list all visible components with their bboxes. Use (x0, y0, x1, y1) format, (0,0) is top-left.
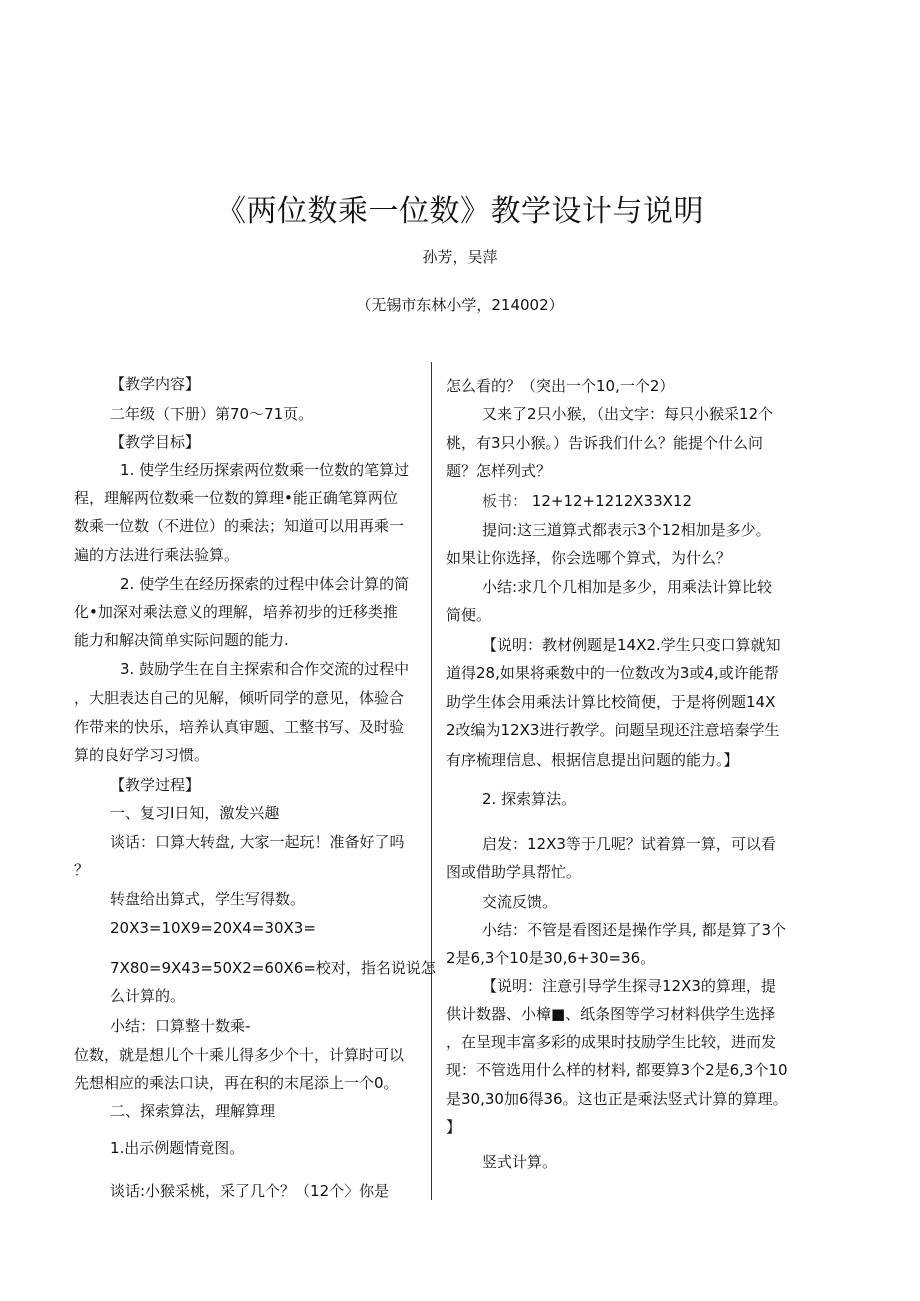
note-line: 【说明：注意引导学生探寻12X3的算理，提 (482, 977, 776, 995)
subsection-heading: 一、复习I日知，激发兴趣 (110, 804, 280, 822)
paragraph-line: 提问:这三道算式都表示3个12相加是多少。 (482, 521, 771, 539)
paragraph-line: 2. 使学生在经历探索的过程中体会计算的简 (120, 575, 410, 593)
paragraph-line: 小结：口算整十数乘- (110, 1017, 251, 1035)
note-line: 现：不管选用什么样的材料, 都要算3个2是6,3个10 (446, 1061, 788, 1079)
equation-text: 7X80=9X43=50X2=60X6= (110, 959, 316, 977)
board-writing-line (482, 491, 692, 511)
subsection-heading: 2. 探索算法。 (482, 790, 577, 808)
paragraph-line: 1.出示例题情竟图。 (110, 1139, 245, 1157)
paragraph-line: 能力和解决简单实际问题的能力. (74, 631, 289, 649)
paragraph-line: 化•加深对乘法意义的理解，培养初步的迁移类推 (74, 603, 398, 621)
paragraph-line: 数乘一位数（不进位）的乘法；知道可以用再乘一 (74, 517, 405, 535)
paragraph-line: 遍的方法进行乘法验算。 (74, 546, 240, 564)
paragraph-line: 桃，有3只小猴。）告诉我们什么？能提个什么问 (446, 434, 764, 452)
note-line: ，在呈现丰富多彩的成果时技励学生比较，进而发 (446, 1033, 777, 1051)
paragraph-line: ？ (74, 861, 90, 879)
paragraph-text: 校对，指名说说怎 (315, 959, 436, 977)
paragraph-line: 谈话：口算大转盘, 大家一起玩！准备好了吗 (110, 833, 405, 851)
section-heading: 【教学目标】 (110, 433, 201, 451)
paragraph-line: 简便。 (446, 606, 492, 624)
paragraph-line: 先想相应的乘法口诀，再在积的末尾添上一个0。 (74, 1074, 399, 1092)
note-line: 供计数器、小樟■、纸条图等学习材料供学生选择 (446, 1005, 776, 1023)
paragraph-line: 竖式计算。 (482, 1153, 558, 1171)
paragraph-line: 作带来的快乐，培养认真审题、工整书写、及时验 (74, 718, 405, 736)
board-label: 板书： (482, 492, 528, 510)
paragraph-line: 位数，就是想儿个十乘儿得多少个十，计算时可以 (74, 1046, 405, 1064)
paragraph-line: 3. 鼓励学生在自主探索和合作交流的过程中 (120, 660, 410, 678)
paragraph-line: 启发：12X3等于几呢？试着算一算，可以看 (482, 835, 776, 853)
subsection-heading: 二、探索算法，理解算理 (110, 1102, 276, 1120)
board-equations: 12+12+1212X33X12 (531, 492, 693, 510)
paragraph-line: 转盘给出算式，学生写得数。 (110, 890, 306, 908)
document-title: 《两位数乘一位数》教学设计与说明 (216, 194, 704, 229)
paragraph-line: 谈话:小猴采桃，采了几个？（12个〉你是 (110, 1182, 390, 1200)
paragraph-line: 题？怎样列式？ (446, 462, 552, 480)
paragraph-line: 如果让你选择，你会选哪个算式，为什么？ (446, 549, 732, 567)
note-line: 是30,30加6得36。这也正是乘法竖式计算的算理。 (446, 1090, 788, 1108)
paragraph-line: 2是6,3个10是30,6+30=36。 (446, 949, 656, 967)
note-line: 道得28,如果将乘数中的一位数改为3或4,或许能帮 (446, 664, 779, 682)
paragraph-line: 小结:求几个几相加是多少，用乘法计算比较 (482, 578, 773, 596)
column-divider (431, 362, 432, 1200)
paragraph-line: 图或借助学具帮忙。 (446, 863, 582, 881)
equation-line: 20X3=10X9=20X4=30X3= (110, 919, 316, 937)
paragraph-line: 程，理解两位数乘一位数的算理•能正确笔算两位 (74, 489, 398, 507)
note-line: 】 (446, 1118, 462, 1136)
equation-line (110, 958, 436, 978)
paragraph-line: 小结：不管是看图还是操作学具, 都是算了3个 (482, 921, 787, 939)
paragraph-line: 么计算的。 (110, 987, 186, 1005)
paragraph-line: 交流反馈。 (482, 893, 558, 911)
affiliation: （无锡市东林小学，214002） (356, 296, 564, 314)
paragraph-line: 算的良好学习习惯。 (74, 746, 210, 764)
note-line: 有序梳理信息、根据信息提出问题的能力。】 (446, 751, 739, 769)
paragraph-line: 怎么看的？（突出一个10,一个2） (446, 377, 675, 395)
note-line: 2改编为12X3进行教学。问题呈现还注意培秦学生 (446, 721, 780, 739)
paragraph-line: 又来了2只小猴，（出文字：每只小猴采12个 (482, 405, 774, 423)
paragraph-line: 二年级（下册）第70〜71页。 (110, 405, 314, 423)
paragraph-line: ，大胆表达自己的见解，倾听同学的意见，体验合 (74, 689, 405, 707)
section-heading: 【教学内容】 (110, 375, 201, 393)
note-line: 【说明：教材例题是14X2.学生只变口算就知 (482, 636, 781, 654)
paragraph-line: 1. 使学生经历探索两位数乘一位数的笔算过 (120, 461, 410, 479)
authors: 孙芳，吴萍 (422, 248, 498, 266)
note-line: 助学生体会用乘法计算比校简便，于是将例题14X (446, 693, 776, 711)
section-heading: 【教学过程】 (110, 776, 201, 794)
